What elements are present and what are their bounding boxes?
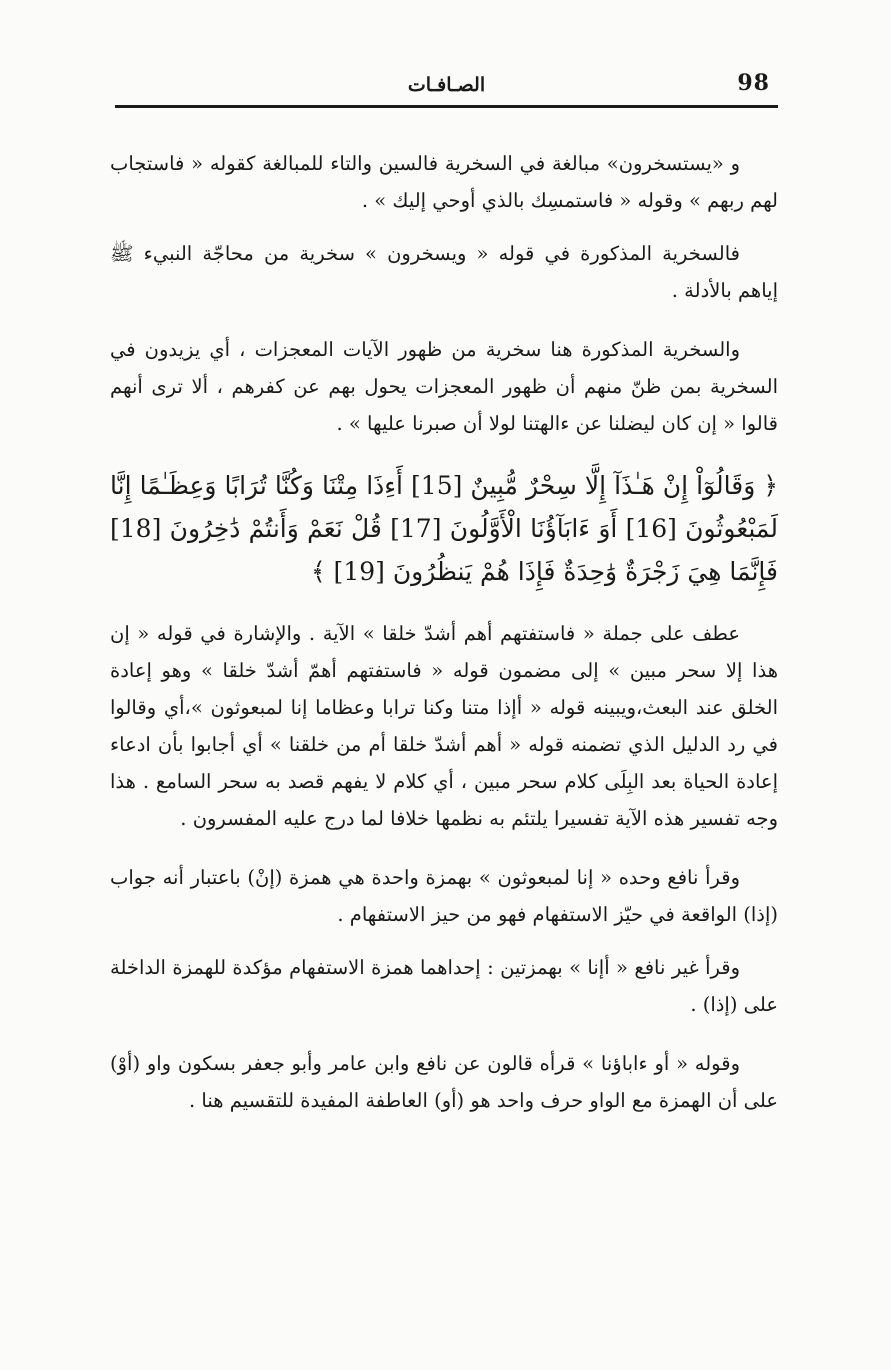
page-header [115, 68, 778, 106]
paragraph: والسخرية المذكورة هنا سخرية من ظهور الآيات المعجزات ، أي يزيدون في السخرية بمن ظنّ منهم أن ظهور المعجزات يحول بهم عن كفرهم ، ألا ترى أنهم قالوا « إن كان ليضلنا عن ءالهتنا لولا أن صبرنا عليها » . [110, 338, 778, 435]
paragraph: وقرأ نافع وحده « إنا لمبعوثون » بهمزة واحدة هي همزة (إنْ) باعتبار أنه جواب (إذا) الواقعة في حيّز الاستفهام فهو من حيز الاستفهام . [110, 866, 778, 926]
page-number: 98 [737, 70, 770, 96]
chapter-title: الصـافـات [407, 74, 486, 96]
paragraph: فالسخرية المذكورة في قوله « ويسخرون » سخرية من محاجّة النبيء ﷺ إياهم بالأدلة . [110, 242, 778, 302]
paragraph: وقرأ غير نافع « أإنا » بهمزتين : إحداهما همزة الاستفهام مؤكدة للهمزة الداخلة على (إذا) . [110, 956, 778, 1016]
paragraph: و «يستسخرون» مبالغة في السخرية فالسين والتاء للمبالغة كقوله « فاستجاب لهم ربهم » وقوله « فاستمسِك بالذي أوحي إليك » . [110, 152, 778, 212]
header-divider [115, 105, 778, 108]
page-body [110, 145, 778, 1141]
quran-verse: ﴿ وَقَالُوٓاْ إِنْ هَـٰذَآ إِلَّا سِحْرٌ مُّبِينٌ [15] أَءِذَا مِتْنَا وَكُنَّا تُرَابًا وَعِظَـٰمًا إِنَّا لَمَبْعُوثُونَ [16] أَوَ ءَابَآؤُنَا الْأَوَّلُونَ [17] قُلْ نَعَمْ وَأَنتُمْ دَٰخِرُونَ [18] فَإِنَّمَا هِيَ زَجْرَةٌ وَٰحِدَةٌ فَإِذَا هُمْ يَنظُرُونَ [19] ﴾ [110, 471, 779, 586]
paragraph: عطف على جملة « فاستفتهم أهم أشدّ خلقا » الآية . والإشارة في قوله « إن هذا إلا سحر مبين » إلى مضمون قوله « فاستفتهم أهمّ أشدّ خلقا » وهو إعادة الخلق عند البعث،ويبينه قوله « أإذا متنا وكنا ترابا وعظاما إنا لمبعوثون »،أي وقالوا في رد الدليل الذي تضمنه قوله « أهم أشدّ خلقا أم من خلقنا » أي أجابوا بأن ادعاء إعادة الحياة بعد البِلَى كلام سحر مبين ، أي كلام لا يفهم قصد به سحر السامع . هذا وجه تفسير هذه الآية تفسيرا يلتئم به نظمها خلافا لما درج عليه المفسرون . [110, 622, 778, 830]
paragraph: وقوله « أو ءاباؤنا » قرأه قالون عن نافع وابن عامر وأبو جعفر بسكون واو (أوْ) على أن الهمزة مع الواو حرف واحد هو (أو) العاطفة المفيدة للتقسيم هنا . [110, 1052, 778, 1112]
